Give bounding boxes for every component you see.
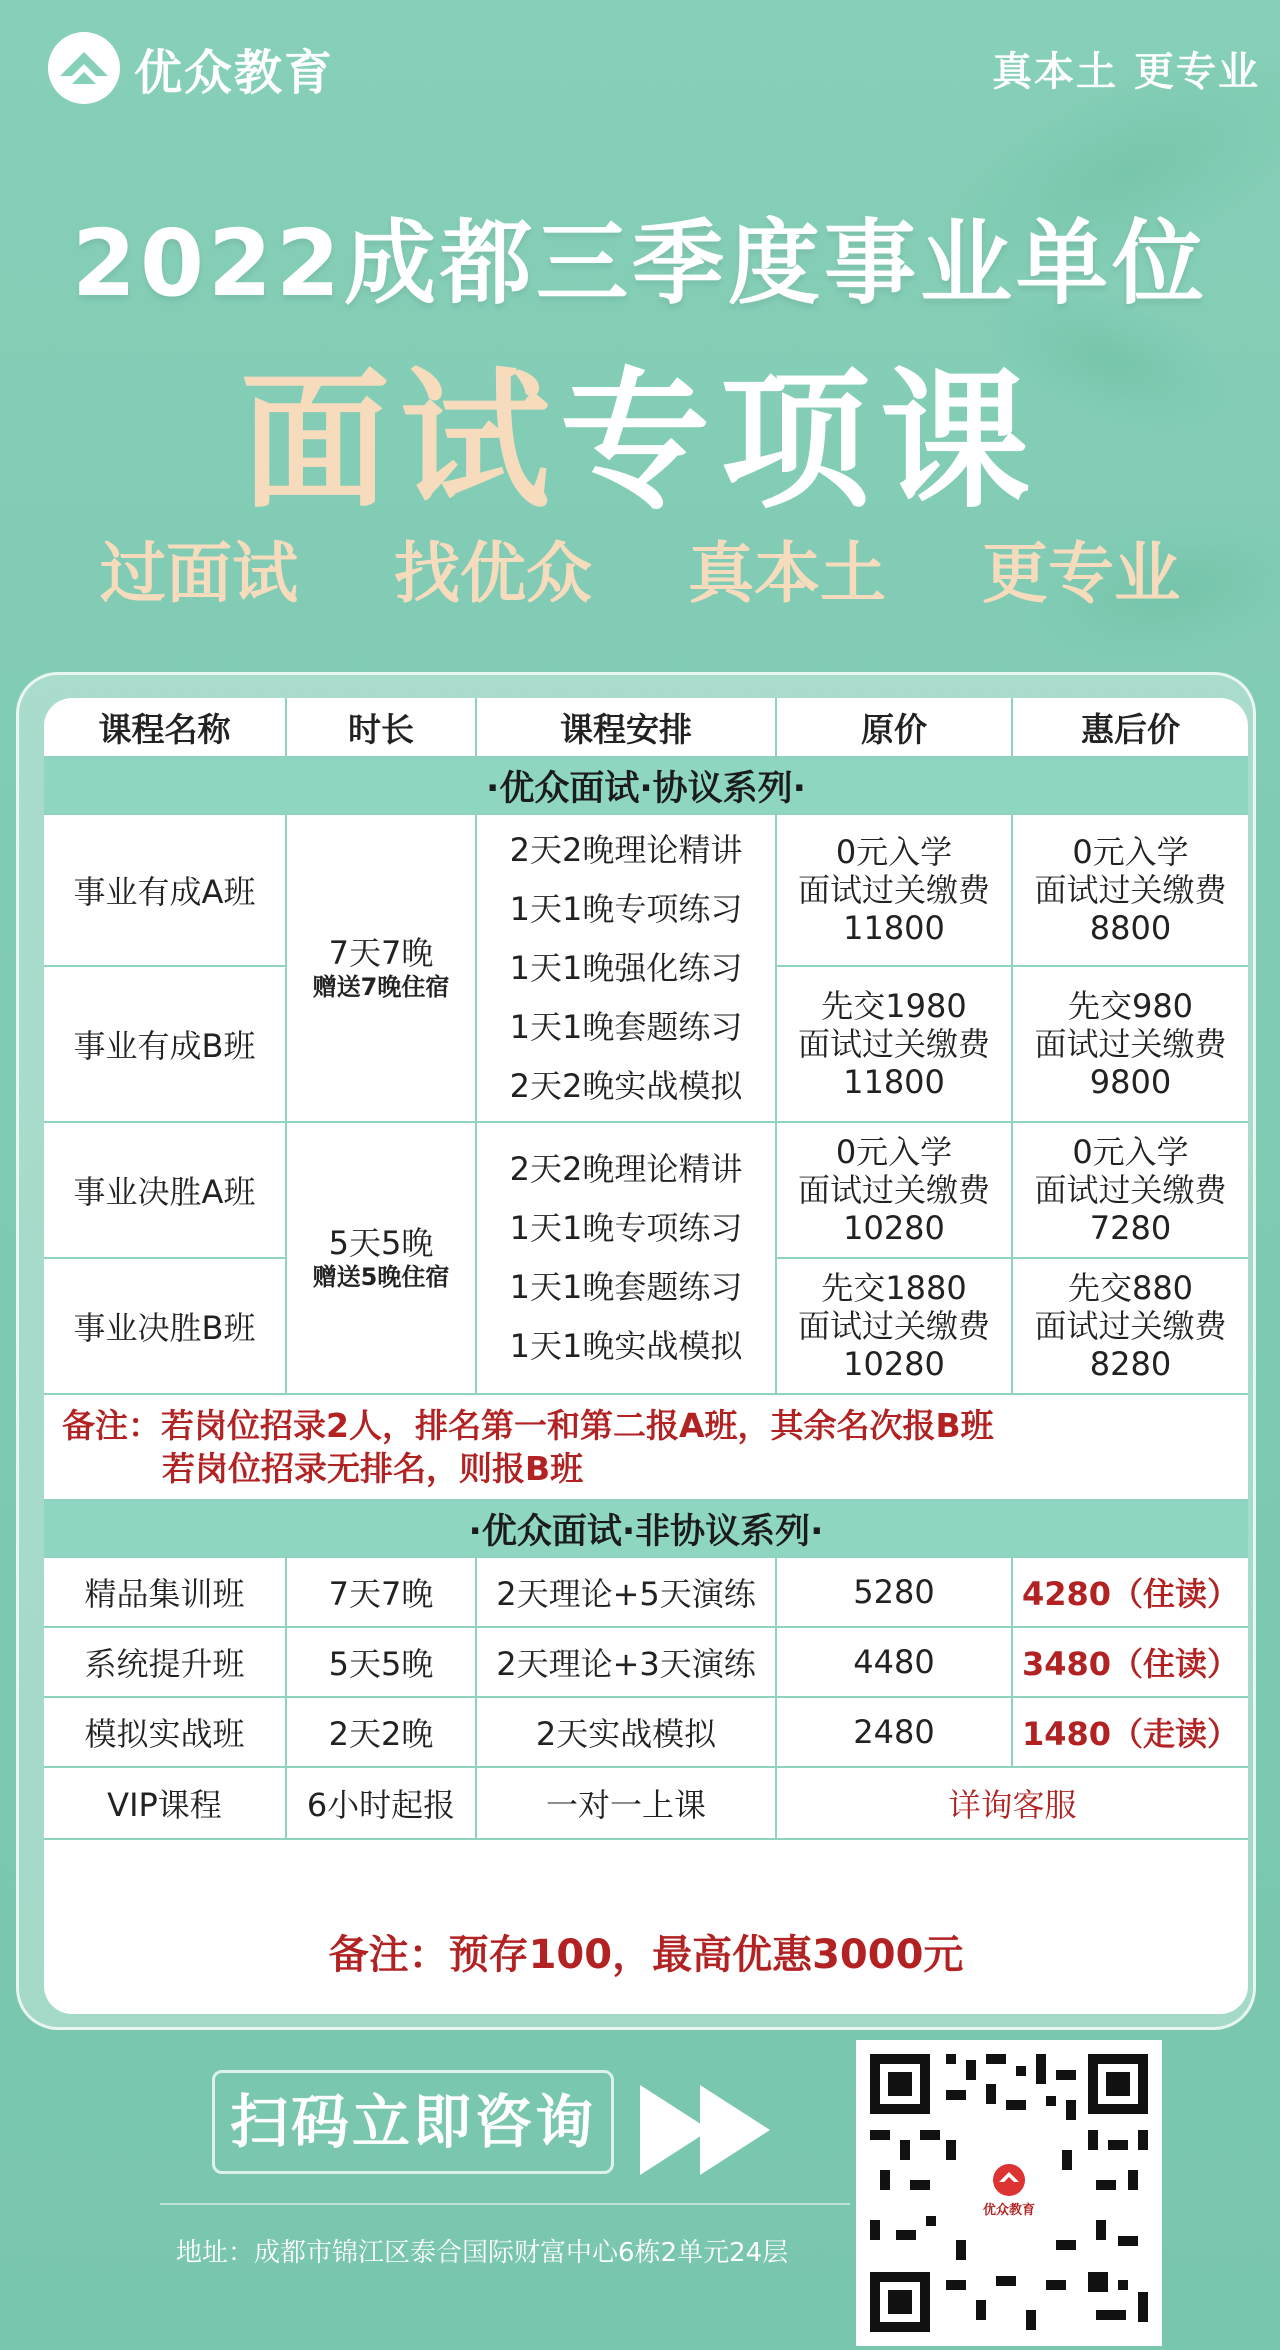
course-duration: 6小时起报 <box>286 1767 476 1839</box>
schedule-item: 2天2晚理论精讲 <box>509 830 743 869</box>
course-duration: 2天2晚 <box>286 1697 476 1767</box>
course-duration: 7天7晚 <box>286 1557 476 1627</box>
qr-logo-text: 优众教育 <box>982 2203 1036 2218</box>
original-price: 2480 <box>776 1697 1012 1767</box>
price-line: 面试过关缴费 <box>797 1171 990 1209</box>
slogan-item: 找优众 <box>394 534 592 612</box>
price-line: 0元入学 <box>835 833 953 871</box>
header-discount-price: 惠后价 <box>1012 698 1248 757</box>
course-name: VIP课程 <box>44 1767 286 1839</box>
price-line: 9800 <box>1089 1063 1172 1101</box>
double-arrow-icon <box>640 2080 800 2180</box>
course-name: 精品集训班 <box>44 1557 286 1627</box>
slogan-item: 真本土 <box>688 534 886 612</box>
course-duration <box>286 814 476 1122</box>
hero-title-line2 <box>0 320 1280 536</box>
hero-title-line1: 2022成都三季度事业单位 <box>71 210 1209 317</box>
price-card <box>44 698 1248 2014</box>
original-price: 5280 <box>776 1557 1012 1627</box>
top-tagline: 真本土 更专业 <box>992 48 1260 95</box>
discount-price: 4280（住读） <box>1012 1557 1248 1627</box>
footer-divider <box>160 2203 850 2205</box>
discount-price <box>1012 1122 1248 1258</box>
original-price: 4480 <box>776 1627 1012 1697</box>
course-name: 事业决胜B班 <box>44 1258 286 1394</box>
discount-price <box>1012 1258 1248 1394</box>
table-header-row <box>44 698 1248 757</box>
schedule-item: 1天1晚实战模拟 <box>509 1327 743 1365</box>
original-price <box>776 814 1012 966</box>
price-line: 面试过关缴费 <box>797 1025 990 1063</box>
price-line: 10280 <box>843 1209 945 1247</box>
course-duration: 5天5晚 <box>286 1627 476 1697</box>
course-name: 模拟实战班 <box>44 1697 286 1767</box>
brand-name: 优众教育 <box>134 44 335 101</box>
brand-logo <box>44 28 334 108</box>
duration-value: 5天5晚 <box>328 1224 434 1262</box>
price-line: 0元入学 <box>1072 1133 1189 1171</box>
course-name: 事业有成B班 <box>44 966 286 1122</box>
course-schedule <box>476 1122 776 1394</box>
discount-price <box>1012 966 1248 1122</box>
price-line: 先交880 <box>1067 1269 1194 1307</box>
schedule-item: 1天1晚套题练习 <box>509 1007 743 1046</box>
schedule-item: 1天1晚专项练习 <box>509 889 743 928</box>
address-text: 地址：成都市锦江区泰合国际财富中心6栋2单元24层 <box>176 2238 789 2268</box>
original-price <box>776 966 1012 1122</box>
table-row <box>44 1557 1248 1627</box>
price-line: 面试过关缴费 <box>1034 871 1227 909</box>
note-deposit: 备注：预存100，最高优惠3000元 <box>328 1932 964 1978</box>
price-line: 0元入学 <box>1072 833 1189 871</box>
note-line: 备注：若岗位招录2人，排名第一和第二报A班，其余名次报B班 <box>62 1406 994 1445</box>
course-schedule: 一对一上课 <box>476 1767 776 1839</box>
price-line: 先交1980 <box>821 987 967 1025</box>
price-line: 面试过关缴费 <box>1034 1307 1227 1345</box>
table-row <box>44 1627 1248 1697</box>
brand-logo-icon <box>44 28 124 108</box>
course-schedule: 2天理论+3天演练 <box>476 1627 776 1697</box>
header-schedule: 课程安排 <box>476 698 776 757</box>
original-price <box>776 1122 1012 1258</box>
price-line: 先交980 <box>1067 987 1194 1025</box>
schedule-item: 2天2晚实战模拟 <box>509 1066 743 1105</box>
hero-title-highlight: 面试 <box>239 355 560 529</box>
header-course-name: 课程名称 <box>44 698 286 757</box>
price-line: 面试过关缴费 <box>797 871 990 909</box>
hero-slogans <box>100 520 1180 615</box>
schedule-item: 2天2晚理论精讲 <box>509 1150 743 1188</box>
price-line: 11800 <box>843 1063 945 1101</box>
price-line: 面试过关缴费 <box>797 1307 990 1345</box>
duration-value: 7天7晚 <box>328 934 434 972</box>
course-name: 系统提升班 <box>44 1627 286 1697</box>
price-line: 7280 <box>1089 1209 1172 1247</box>
price-line: 面试过关缴费 <box>1034 1171 1227 1209</box>
price-line: 面试过关缴费 <box>1034 1025 1227 1063</box>
slogan-item: 过面试 <box>100 534 298 612</box>
consult-cta-button[interactable]: 扫码立即咨询 <box>212 2070 614 2174</box>
header-duration: 时长 <box>286 698 476 757</box>
section-title: ·优众面试·非协议系列· <box>44 1500 1248 1557</box>
hero-title-rest: 专项课 <box>560 355 1041 529</box>
course-schedule: 2天实战模拟 <box>476 1697 776 1767</box>
duration-note: 赠送5晚住宿 <box>312 1263 450 1291</box>
schedule-item: 1天1晚专项练习 <box>509 1209 743 1247</box>
course-duration <box>286 1122 476 1394</box>
table-row <box>44 814 1248 966</box>
price-line: 8280 <box>1089 1345 1172 1383</box>
table-row <box>44 1697 1248 1767</box>
section-nonprotocol <box>44 1500 1248 1557</box>
price-line: 0元入学 <box>835 1133 953 1171</box>
schedule-item: 1天1晚强化练习 <box>509 948 743 987</box>
discount-price: 3480（住读） <box>1012 1627 1248 1697</box>
section-title: ·优众面试·协议系列· <box>44 757 1248 814</box>
discount-price <box>1012 814 1248 966</box>
slogan-item: 更专业 <box>982 534 1180 612</box>
price-line: 先交1880 <box>821 1269 967 1307</box>
course-schedule <box>476 814 776 1122</box>
price-line: 11800 <box>843 909 945 947</box>
note-row <box>44 1394 1248 1500</box>
course-name: 事业决胜A班 <box>44 1122 286 1258</box>
vip-price-inquiry: 详询客服 <box>776 1767 1248 1839</box>
table-row-vip <box>44 1767 1248 1839</box>
header-original-price: 原价 <box>776 698 1012 757</box>
note-line: 若岗位招录无排名，则报B班 <box>162 1449 584 1488</box>
note-protocol <box>44 1394 1248 1500</box>
course-name: 事业有成A班 <box>44 814 286 966</box>
price-line: 10280 <box>843 1345 945 1383</box>
discount-price: 1480（走读） <box>1012 1697 1248 1767</box>
schedule-item: 1天1晚套题练习 <box>509 1268 743 1306</box>
course-schedule: 2天理论+5天演练 <box>476 1557 776 1627</box>
duration-note: 赠送7晚住宿 <box>312 973 450 1001</box>
price-line: 8800 <box>1089 909 1172 947</box>
price-table <box>44 698 1248 1840</box>
qr-code[interactable] <box>856 2040 1162 2346</box>
section-protocol <box>44 757 1248 814</box>
table-row <box>44 1122 1248 1258</box>
original-price <box>776 1258 1012 1394</box>
